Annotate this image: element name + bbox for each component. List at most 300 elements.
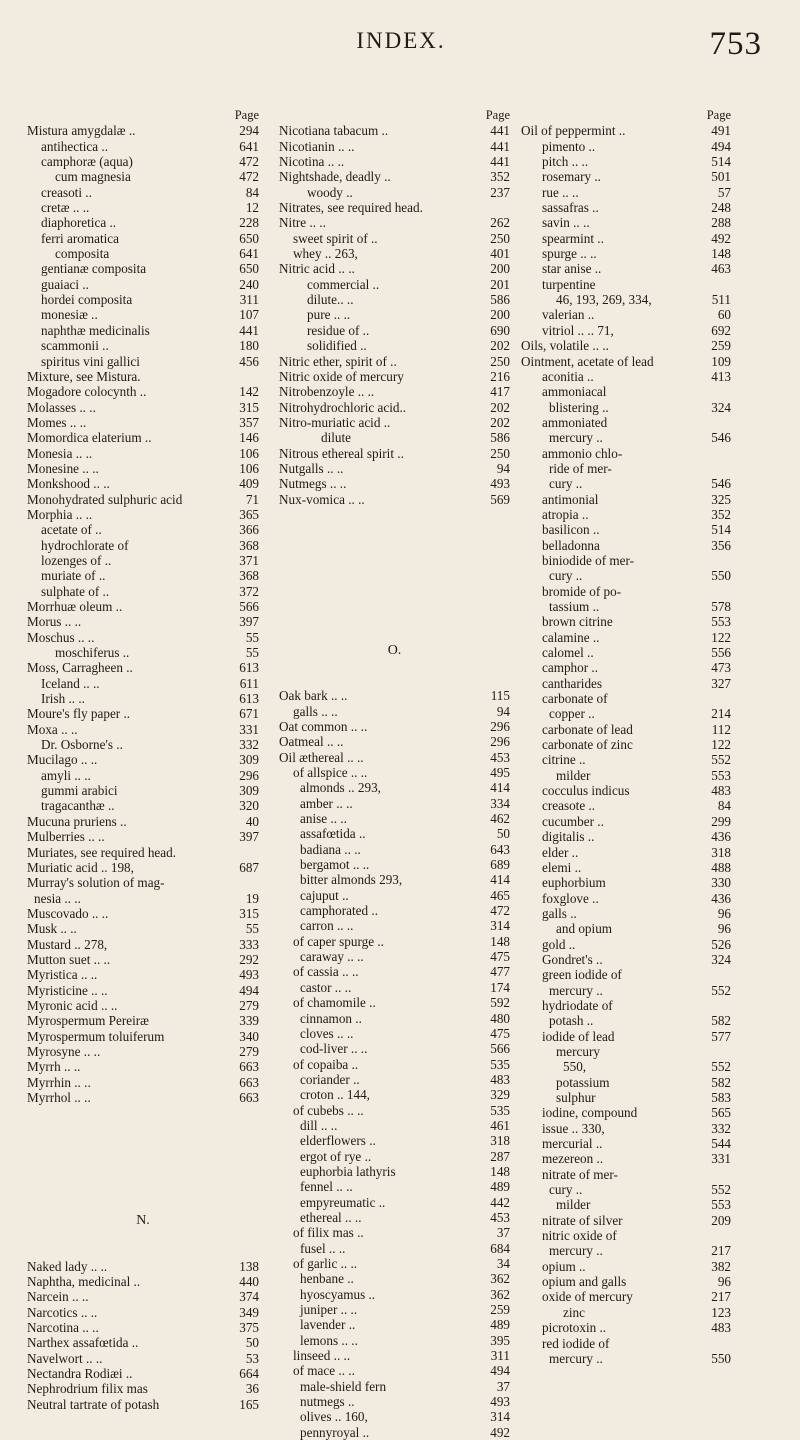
index-entry [521, 660, 731, 675]
index-entry [521, 845, 731, 860]
entry-term: ride of mer- [549, 460, 612, 476]
index-entry [27, 369, 259, 384]
entry-term: biniodide of mer- [542, 552, 635, 568]
index-entry [27, 952, 259, 967]
entry-page-ref: 483 [490, 1071, 510, 1087]
entry-page-ref: 663 [239, 1074, 259, 1090]
entry-page-ref: 314 [490, 1409, 510, 1425]
entry-term: scammonii .. [41, 338, 109, 354]
entry-page-ref: 514 [711, 522, 731, 538]
entry-page-ref: 553 [711, 614, 731, 630]
entry-page-ref: 493 [239, 967, 259, 983]
index-entry [521, 829, 731, 844]
index-entry [27, 722, 259, 737]
entry-page-ref: 436 [711, 829, 731, 845]
entry-page-ref: 453 [490, 749, 510, 765]
index-column-1 [27, 108, 259, 1412]
index-entry [521, 1320, 731, 1335]
index-entry [27, 476, 259, 491]
entry-term: of allspice .. .. [293, 765, 368, 780]
entry-term: pimento .. [542, 138, 596, 154]
index-entry [27, 1381, 259, 1396]
index-entry [521, 1182, 731, 1197]
entry-term: spiritus vini gallici [41, 353, 140, 369]
entry-page-ref: 71 [245, 491, 259, 507]
entry-page-ref: 339 [239, 1013, 259, 1029]
index-entry [521, 1351, 731, 1366]
entry-page-ref: 553 [711, 767, 731, 783]
index-entry [279, 307, 510, 322]
index-entry [521, 967, 731, 982]
entry-term: mercury [556, 1043, 600, 1059]
entry-page-ref: 501 [711, 169, 731, 185]
entry-term: antihectica .. [41, 138, 108, 154]
entry-term: Monesine .. .. [27, 460, 99, 476]
entry-page-ref: 366 [239, 522, 259, 538]
entry-page-ref: 200 [490, 307, 510, 323]
index-entry [27, 246, 259, 261]
index-entry [279, 719, 510, 734]
index-entry [27, 123, 259, 138]
entry-page-ref: 250 [490, 230, 510, 246]
entry-term: vitriol .. .. 71, [542, 322, 614, 338]
entry-term: red iodide of [542, 1335, 610, 1351]
entry-term: Nitre .. .. [279, 215, 326, 231]
index-entry [521, 169, 731, 184]
entry-page-ref: 414 [490, 872, 510, 888]
index-entry [521, 1336, 731, 1351]
index-entry [521, 261, 731, 276]
entry-term: of copaiba .. [293, 1056, 359, 1072]
index-entry [521, 752, 731, 767]
index-entry [521, 139, 731, 154]
entry-term: Irish .. .. [41, 691, 85, 707]
index-entry [279, 384, 510, 399]
entry-term: of chamomile .. [293, 995, 376, 1011]
entry-term: dilute.. .. [307, 292, 354, 308]
entry-term: mercury .. [549, 430, 603, 446]
index-entry [521, 231, 731, 246]
entry-page-ref: 382 [711, 1258, 731, 1274]
entry-term: elderflowers .. [300, 1133, 376, 1149]
entry-page-ref: 318 [490, 1133, 510, 1149]
index-entry [521, 1274, 731, 1289]
entry-term: gold .. [542, 936, 576, 952]
entry-term: diaphoretica .. [41, 215, 117, 231]
entry-page-ref: 334 [490, 795, 510, 811]
entry-term: Oil of peppermint .. [521, 123, 626, 139]
entry-term: Mixture, see Mistura. [27, 368, 141, 384]
entry-page-ref: 96 [717, 905, 731, 921]
index-entry [521, 1013, 731, 1028]
index-entry [27, 1059, 259, 1074]
entry-page-ref: 371 [239, 552, 259, 568]
index-entry [521, 215, 731, 230]
index-entry [27, 921, 259, 936]
entry-term: pennyroyal .. [300, 1424, 370, 1440]
entry-term: cocculus indicus [542, 783, 630, 799]
entry-term: Nutgalls .. .. [279, 460, 344, 476]
entry-term: cinnamon .. [300, 1010, 362, 1026]
index-entry [521, 1243, 731, 1258]
entry-term: Muscovado .. .. [27, 905, 109, 921]
index-entry [27, 814, 259, 829]
entry-page-ref: 84 [245, 184, 259, 200]
index-entry [521, 1075, 731, 1090]
entry-page-ref: 94 [496, 703, 510, 719]
index-entry [279, 872, 510, 887]
entry-term: amber .. .. [300, 795, 353, 811]
index-entry [27, 323, 259, 338]
entry-page-ref: 650 [239, 230, 259, 246]
entry-page-ref: 330 [711, 875, 731, 891]
index-entry [521, 737, 731, 752]
entry-page-ref: 544 [711, 1136, 731, 1152]
index-entry [521, 722, 731, 737]
entry-page-ref: 331 [239, 721, 259, 737]
index-entry [521, 706, 731, 721]
index-entry [521, 369, 731, 384]
index-entry [521, 568, 731, 583]
index-entry [27, 691, 259, 706]
entry-term: residue of .. [307, 322, 370, 338]
entry-term: elder .. [542, 844, 579, 860]
entry-term: issue .. 330, [542, 1120, 605, 1136]
entry-page-ref: 401 [490, 246, 510, 262]
entry-term: hyoscyamus .. [300, 1286, 376, 1302]
entry-term: turpentine [542, 276, 596, 292]
index-entry [27, 798, 259, 813]
entry-page-ref: 442 [490, 1194, 510, 1210]
entry-page-ref: 546 [711, 476, 731, 492]
entry-term: bromide of po- [542, 583, 622, 599]
entry-term: Nitric acid .. .. [279, 261, 355, 277]
entry-term: spearmint .. [542, 230, 604, 246]
entry-page-ref: 556 [711, 645, 731, 661]
entry-term: cucumber .. [542, 813, 604, 829]
entry-term: Naphtha, medicinal .. [27, 1274, 141, 1290]
index-entry [279, 934, 510, 949]
index-entry [279, 169, 510, 184]
entry-term: Myrospermum toluiferum [27, 1028, 165, 1044]
entry-term: nitric oxide of [542, 1228, 617, 1244]
entry-term: Mucilago .. .. [27, 752, 98, 768]
entry-page-ref: 40 [245, 813, 259, 829]
entry-page-ref: 552 [711, 1182, 731, 1198]
index-entry [521, 1167, 731, 1182]
entry-page-ref: 202 [490, 338, 510, 354]
entry-page-ref: 331 [711, 1151, 731, 1167]
entry-term: composita [55, 246, 110, 262]
index-entry [279, 139, 510, 154]
index-entry [27, 676, 259, 691]
entry-term: cloves .. .. [300, 1025, 354, 1041]
entry-page-ref: 340 [239, 1028, 259, 1044]
entry-page-ref: 453 [490, 1209, 510, 1225]
index-entry [521, 277, 731, 292]
entry-term: caraway .. .. [300, 949, 364, 965]
entry-term: lavender .. [300, 1317, 356, 1333]
entry-page-ref: 550 [711, 1350, 731, 1366]
index-entry [279, 185, 510, 200]
entry-term: of filix mas .. [293, 1225, 364, 1241]
index-entry [521, 921, 731, 936]
entry-page-ref: 288 [711, 215, 731, 231]
index-entry [279, 323, 510, 338]
entry-term: bergamot .. .. [300, 857, 370, 873]
index-column-3 [521, 108, 731, 1366]
entry-page-ref: 309 [239, 752, 259, 768]
entry-term: assafœtida .. [300, 826, 366, 842]
entry-page-ref: 122 [711, 737, 731, 753]
index-entry [521, 691, 731, 706]
entry-page-ref: 174 [490, 979, 510, 995]
entry-page-ref: 332 [711, 1120, 731, 1136]
entry-page-ref: 641 [239, 138, 259, 154]
index-entry [521, 507, 731, 522]
entry-term: moschiferus .. [55, 645, 130, 661]
entry-page-ref: 327 [711, 675, 731, 691]
entry-page-ref: 37 [496, 1378, 510, 1394]
entry-term: Narthex assafœtida .. [27, 1335, 139, 1351]
entry-page-ref: 217 [711, 1243, 731, 1259]
index-entry [279, 1103, 510, 1118]
entry-term: sassafras .. [542, 200, 599, 216]
entry-term: Moxa .. .. [27, 721, 78, 737]
index-entry [27, 231, 259, 246]
entry-page-ref: 436 [711, 890, 731, 906]
entry-page-ref: 546 [711, 430, 731, 446]
section-spacer [279, 507, 510, 643]
index-entry [279, 1271, 510, 1286]
entry-page-ref: 259 [711, 338, 731, 354]
entry-page-ref: 112 [711, 721, 731, 737]
entry-page-ref: 115 [490, 688, 510, 704]
entry-page-ref: 372 [239, 583, 259, 599]
index-entry [521, 200, 731, 215]
entry-term: opium .. [542, 1258, 586, 1274]
entry-term: Oil æthereal .. .. [279, 749, 364, 765]
entry-term: Momes .. .. [27, 414, 87, 430]
entry-page-ref: 315 [239, 905, 259, 921]
entry-term: anise .. .. [300, 811, 347, 827]
index-entry [521, 461, 731, 476]
entry-term: of mace .. .. [293, 1363, 355, 1379]
index-entry [521, 384, 731, 399]
entry-term: Neutral tartrate of potash [27, 1396, 160, 1412]
index-entry [521, 798, 731, 813]
index-entry [27, 261, 259, 276]
entry-term: gummi arabici [41, 783, 118, 799]
index-entry [27, 553, 259, 568]
index-entry [521, 676, 731, 691]
index-entry [521, 768, 731, 783]
index-entry [521, 415, 731, 430]
entry-term: Oils, volatile .. .. [521, 338, 609, 354]
entry-term: Morphia .. .. [27, 506, 93, 522]
entry-page-ref: 248 [711, 200, 731, 216]
index-entry [521, 630, 731, 645]
entry-term: amyli .. .. [41, 767, 91, 783]
index-entry [27, 1259, 259, 1274]
entry-term: male-shield fern [300, 1378, 387, 1394]
entry-page-ref: 12 [245, 200, 259, 216]
entry-page-ref: 492 [490, 1424, 510, 1440]
index-entry [27, 1320, 259, 1335]
entry-term: cury .. [549, 1182, 583, 1198]
index-entry [279, 964, 510, 979]
entry-term: antimonial [542, 491, 599, 507]
entry-page-ref: 296 [490, 718, 510, 734]
entry-page-ref: 55 [245, 921, 259, 937]
index-entry [27, 415, 259, 430]
entry-page-ref: 202 [490, 399, 510, 415]
entry-term: rosemary .. [542, 169, 601, 185]
entry-term: savin .. .. [542, 215, 590, 231]
entry-page-ref: 19 [245, 890, 259, 906]
index-entry [279, 231, 510, 246]
entry-term: carron .. .. [300, 918, 354, 934]
index-entry [279, 1195, 510, 1210]
entry-term: galls .. .. [293, 703, 338, 719]
index-entry [27, 354, 259, 369]
index-entry [279, 1118, 510, 1133]
index-entry [521, 1059, 731, 1074]
entry-term: Moss, Carragheen .. [27, 660, 133, 676]
index-entry [27, 522, 259, 537]
entry-term: Oat common .. .. [279, 718, 368, 734]
index-entry [27, 446, 259, 461]
entry-term: Muriates, see required head. [27, 844, 177, 860]
index-entry [27, 338, 259, 353]
index-entry [279, 1087, 510, 1102]
entry-term: and opium [556, 921, 613, 937]
entry-page-ref: 311 [490, 1348, 510, 1364]
entry-term: Mogadore colocynth .. [27, 384, 147, 400]
index-entry [27, 983, 259, 998]
index-entry [521, 354, 731, 369]
entry-page-ref: 55 [245, 629, 259, 645]
index-entry [279, 354, 510, 369]
entry-term: cum magnesia [55, 169, 131, 185]
section-letter-text: N. [136, 1213, 150, 1229]
entry-term: mercury .. [549, 982, 603, 998]
index-entry [279, 1287, 510, 1302]
entry-page-ref: 586 [490, 292, 510, 308]
entry-page-ref: 324 [711, 951, 731, 967]
index-entry [521, 937, 731, 952]
entry-term: ferri aromatica [41, 230, 119, 246]
index-entry [279, 1409, 510, 1424]
entry-term: Dr. Osborne's .. [41, 737, 123, 753]
index-entry [279, 415, 510, 430]
index-entry [521, 538, 731, 553]
index-entry [521, 1090, 731, 1105]
index-entry [279, 995, 510, 1010]
entry-term: Monohydrated sulphuric acid [27, 491, 183, 507]
entry-term: nitrate of mer- [542, 1166, 618, 1182]
entry-page-ref: 577 [711, 1028, 731, 1044]
entry-page-ref: 526 [711, 936, 731, 952]
entry-page-ref: 36 [245, 1381, 259, 1397]
entry-term: nutmegs .. [300, 1394, 355, 1410]
index-entry [279, 826, 510, 841]
entry-page-ref: 368 [239, 537, 259, 553]
entry-page-ref: 106 [239, 445, 259, 461]
entry-term: zinc [563, 1304, 585, 1320]
index-entry [521, 983, 731, 998]
entry-term: ergot of rye .. [300, 1148, 372, 1164]
index-entry [27, 937, 259, 952]
entry-term: picrotoxin .. [542, 1320, 607, 1336]
entry-page-ref: 240 [239, 276, 259, 292]
entry-page-ref: 465 [490, 887, 510, 903]
entry-page-ref: 441 [490, 123, 510, 139]
index-entry [521, 1044, 731, 1059]
entry-term: Monesia .. .. [27, 445, 93, 461]
entry-term: creasoti .. [41, 184, 92, 200]
entry-page-ref: 329 [490, 1087, 510, 1103]
index-entry [27, 384, 259, 399]
entry-term: Nicotianin .. .. [279, 138, 355, 154]
entry-term: Myristicine .. .. [27, 982, 108, 998]
entry-page-ref: 352 [711, 506, 731, 522]
index-entry [27, 1289, 259, 1304]
entry-term: foxglove .. [542, 890, 599, 906]
entry-term: gentianæ composita [41, 261, 147, 277]
entry-term: camphoræ (aqua) [41, 154, 133, 170]
index-entry [279, 246, 510, 261]
entry-page-ref: 200 [490, 261, 510, 277]
index-entry [279, 461, 510, 476]
entry-page-ref: 279 [239, 997, 259, 1013]
index-entry [521, 875, 731, 890]
index-entry [279, 1210, 510, 1225]
index-entry [521, 584, 731, 599]
index-entry [27, 430, 259, 445]
index-entry [521, 123, 731, 138]
entry-page-ref: 493 [490, 476, 510, 492]
entry-page-ref: 315 [239, 399, 259, 415]
entry-term: calamine .. [542, 629, 600, 645]
index-entry [27, 630, 259, 645]
entry-page-ref: 582 [711, 1013, 731, 1029]
index-entry [279, 750, 510, 765]
entry-term: Molasses .. .. [27, 399, 96, 415]
page-column-label: Page [485, 108, 510, 122]
entry-page-ref: 566 [239, 599, 259, 614]
section-letter [27, 1213, 259, 1228]
entry-page-ref: 409 [239, 476, 259, 492]
entry-page-ref: 262 [490, 215, 510, 231]
entry-page-ref: 553 [711, 1197, 731, 1213]
index-entry [521, 1289, 731, 1304]
entry-page-ref: 494 [239, 982, 259, 998]
entry-term: Morus .. .. [27, 614, 82, 630]
index-entry [27, 154, 259, 169]
index-entry [27, 1044, 259, 1059]
entry-term: iodine, compound [542, 1105, 638, 1121]
index-entry [279, 1179, 510, 1194]
entry-term: Musk .. .. [27, 921, 77, 937]
entry-term: blistering .. [549, 399, 609, 415]
entry-page-ref: 201 [490, 276, 510, 292]
entry-term: potash .. [549, 1013, 594, 1029]
entry-term: Moure's fly paper .. [27, 706, 131, 722]
index-entry [279, 857, 510, 872]
entry-term: sulphate of .. [41, 583, 110, 599]
entry-term: acetate of .. [41, 522, 102, 538]
